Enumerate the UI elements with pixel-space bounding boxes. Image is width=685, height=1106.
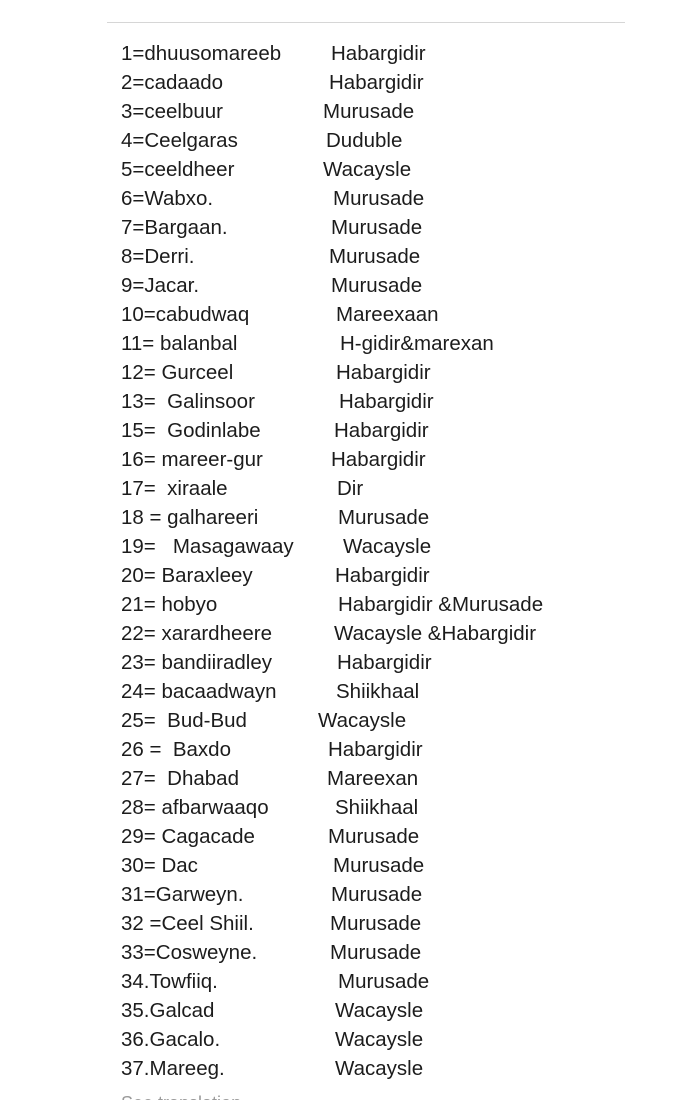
list-item xyxy=(121,1025,641,1054)
clan-name: Habargidir xyxy=(339,390,434,413)
place-name: 4=Ceelgaras xyxy=(121,129,238,152)
list-item xyxy=(121,474,641,503)
clan-name: Habargidir xyxy=(329,71,424,94)
list-item xyxy=(121,213,641,242)
place-name: 26 = Baxdo xyxy=(121,738,231,761)
place-name: 3=ceelbuur xyxy=(121,100,224,123)
clan-name: Shiikhaal xyxy=(335,796,419,819)
list-item xyxy=(121,242,641,271)
place-name: 31=Garweyn. xyxy=(121,883,244,906)
list-item xyxy=(121,996,641,1025)
list-item xyxy=(121,590,641,619)
list-item xyxy=(121,561,641,590)
clan-name: Murusade xyxy=(323,100,415,123)
place-name: 34.Towfiiq. xyxy=(121,970,218,993)
place-name: 1=dhuusomareeb xyxy=(121,42,282,65)
place-name: 10=cabudwaq xyxy=(121,303,250,326)
list-item xyxy=(121,155,641,184)
place-name: 13= Galinsoor xyxy=(121,390,255,413)
place-name: 30= Dac xyxy=(121,854,198,877)
place-name: 29= Cagacade xyxy=(121,825,255,848)
place-name: 21= hobyo xyxy=(121,593,218,616)
clan-name: Murusade xyxy=(331,216,423,239)
place-name: 6=Wabxo. xyxy=(121,187,214,210)
place-name: 18 = galhareeri xyxy=(121,506,259,529)
list-item xyxy=(121,300,641,329)
clan-name: Shiikhaal xyxy=(336,680,420,703)
list-item xyxy=(121,532,641,561)
place-name: 5=ceeldheer xyxy=(121,158,235,181)
place-name: 2=cadaado xyxy=(121,71,224,94)
clan-name: Wacaysle xyxy=(335,1057,424,1080)
clan-name: Wacaysle xyxy=(323,158,412,181)
place-name: 19= Masagawaay xyxy=(121,535,294,558)
list-item xyxy=(121,851,641,880)
place-name: 35.Galcad xyxy=(121,999,215,1022)
clan-name: Habargidir xyxy=(336,361,431,384)
clan-name: Habargidir xyxy=(328,738,423,761)
clan-name: H-gidir&marexan xyxy=(340,332,494,355)
place-name: 11= balanbal xyxy=(121,332,238,355)
list-item xyxy=(121,822,641,851)
list-item xyxy=(121,503,641,532)
list-item xyxy=(121,329,641,358)
viewport-bottom-edge xyxy=(0,1100,685,1106)
list-item xyxy=(121,126,641,155)
place-name: 25= Bud-Bud xyxy=(121,709,247,732)
place-name: 15= Godinlabe xyxy=(121,419,261,442)
clan-name: Murusade xyxy=(330,912,422,935)
clan-name: Wacaysle xyxy=(318,709,407,732)
clan-name: Duduble xyxy=(326,129,403,152)
clan-name: Habargidir xyxy=(335,564,430,587)
place-name: 24= bacaadwayn xyxy=(121,680,277,703)
list-item xyxy=(121,271,641,300)
list-item xyxy=(121,97,641,126)
list-item xyxy=(121,880,641,909)
clan-name: Mareexan xyxy=(327,767,419,790)
list-item xyxy=(121,967,641,996)
clan-name: Mareexaan xyxy=(336,303,439,326)
place-name: 28= afbarwaaqo xyxy=(121,796,269,819)
list-item xyxy=(121,416,641,445)
clan-name: Dir xyxy=(337,477,364,500)
post-text xyxy=(121,39,641,1083)
list-item xyxy=(121,706,641,735)
clan-name: Murusade xyxy=(330,941,422,964)
clan-name: Wacaysle xyxy=(343,535,432,558)
place-name: 8=Derri. xyxy=(121,245,195,268)
list-item xyxy=(121,39,641,68)
list-item xyxy=(121,445,641,474)
list-item xyxy=(121,677,641,706)
clan-name: Wacaysle xyxy=(335,1028,424,1051)
place-name: 17= xiraale xyxy=(121,477,228,500)
clan-name: Murusade xyxy=(331,274,423,297)
place-name: 33=Cosweyne. xyxy=(121,941,258,964)
list-item xyxy=(121,358,641,387)
place-name: 37.Mareeg. xyxy=(121,1057,225,1080)
clan-name: Habargidir &Murusade xyxy=(338,593,544,616)
top-divider xyxy=(107,22,625,23)
place-name: 20= Baraxleey xyxy=(121,564,253,587)
list-item xyxy=(121,735,641,764)
clan-name: Murusade xyxy=(331,883,423,906)
list-item xyxy=(121,938,641,967)
clan-name: Murusade xyxy=(333,187,425,210)
place-name: 32 =Ceel Shiil. xyxy=(121,912,254,935)
place-name: 22= xarardheere xyxy=(121,622,273,645)
place-name: 23= bandiiradley xyxy=(121,651,273,674)
clan-name: Murusade xyxy=(333,854,425,877)
place-name: 12= Gurceel xyxy=(121,361,234,384)
list-item xyxy=(121,619,641,648)
clan-name: Murusade xyxy=(338,970,430,993)
clan-name: Wacaysle xyxy=(335,999,424,1022)
list-item xyxy=(121,764,641,793)
list-item xyxy=(121,793,641,822)
clan-name: Murusade xyxy=(328,825,420,848)
list-item xyxy=(121,184,641,213)
place-name: 27= Dhabad xyxy=(121,767,239,790)
list-item xyxy=(121,68,641,97)
list-item xyxy=(121,909,641,938)
list-item xyxy=(121,387,641,416)
clan-name: Wacaysle &Habargidir xyxy=(334,622,537,645)
list-item xyxy=(121,648,641,677)
place-name: 7=Bargaan. xyxy=(121,216,228,239)
clan-name: Murusade xyxy=(338,506,430,529)
list-item xyxy=(121,1054,641,1083)
clan-name: Habargidir xyxy=(334,419,429,442)
clan-name: Habargidir xyxy=(331,448,426,471)
place-name: 9=Jacar. xyxy=(121,274,200,297)
clan-name: Habargidir xyxy=(337,651,432,674)
clan-name: Murusade xyxy=(329,245,421,268)
clan-name: Habargidir xyxy=(331,42,426,65)
place-name: 36.Gacalo. xyxy=(121,1028,221,1051)
place-name: 16= mareer-gur xyxy=(121,448,263,471)
